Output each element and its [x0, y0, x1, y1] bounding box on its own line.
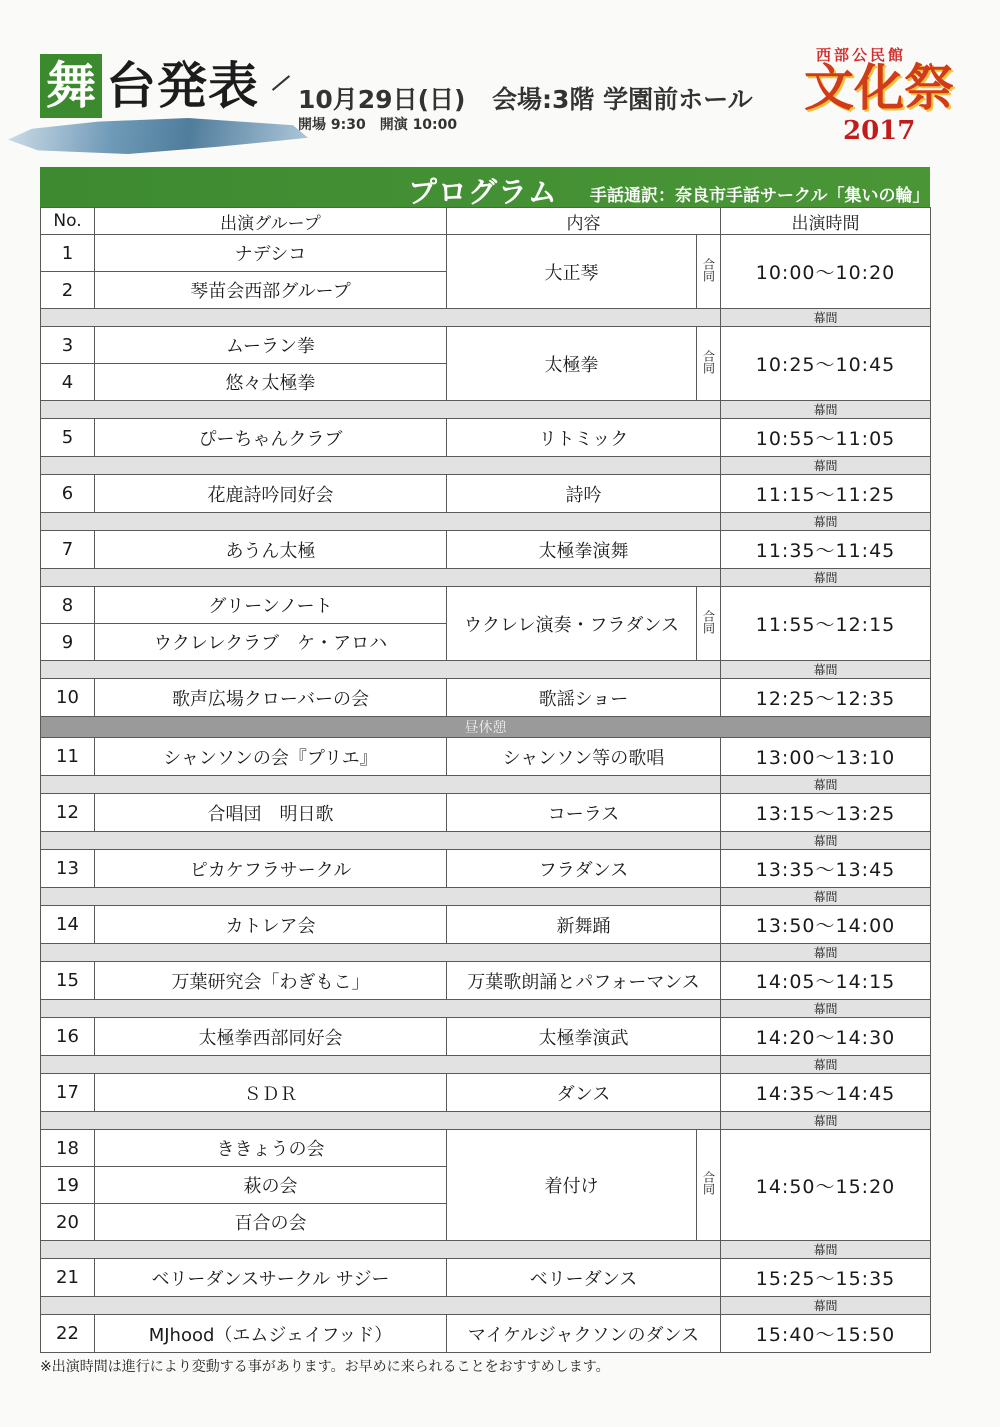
break-row	[41, 309, 931, 327]
row-number: 14	[41, 906, 95, 944]
row-number: 5	[41, 419, 95, 457]
row-number: 15	[41, 962, 95, 1000]
program-title: プログラム	[408, 175, 558, 209]
row-number: 22	[41, 1315, 95, 1353]
break-label: 幕間	[721, 1112, 931, 1130]
table-row	[41, 1018, 931, 1056]
row-group: 歌声広場クローバーの会	[95, 679, 447, 717]
row-group: カトレア会	[95, 906, 447, 944]
break-row	[41, 1112, 931, 1130]
col-header-content: 内容	[447, 208, 721, 235]
break-row	[41, 401, 931, 419]
table-row	[41, 235, 931, 272]
row-time: 13:00～13:10	[721, 738, 931, 776]
program-table	[40, 207, 931, 1353]
row-content: コーラス	[447, 794, 721, 832]
joint-mark	[697, 327, 721, 401]
row-group: 合唱団 明日歌	[95, 794, 447, 832]
table-row	[41, 1130, 931, 1167]
brush-stroke-decoration	[8, 118, 308, 154]
row-number: 4	[41, 364, 95, 401]
row-content: 太極拳	[447, 327, 697, 401]
row-number: 2	[41, 272, 95, 309]
row-number: 18	[41, 1130, 95, 1167]
brand-logo: 文化祭	[804, 59, 954, 117]
row-group: ききょうの会	[95, 1130, 447, 1167]
row-number: 1	[41, 235, 95, 272]
row-group: シャンソンの会『プリエ』	[95, 738, 447, 776]
row-number: 11	[41, 738, 95, 776]
break-row	[41, 661, 931, 679]
row-content: ベリーダンス	[447, 1259, 721, 1297]
program-section	[40, 167, 930, 1353]
break-row	[41, 1056, 931, 1074]
break-row	[41, 569, 931, 587]
row-group: ピカケフラサークル	[95, 850, 447, 888]
break-label: 幕間	[721, 661, 931, 679]
break-label: 幕間	[721, 1241, 931, 1259]
row-number: 6	[41, 475, 95, 513]
row-time: 14:20～14:30	[721, 1018, 931, 1056]
row-content: シャンソン等の歌唱	[447, 738, 721, 776]
row-number: 3	[41, 327, 95, 364]
row-time: 11:35～11:45	[721, 531, 931, 569]
page-header	[0, 0, 1000, 165]
row-time: 14:50～15:20	[721, 1130, 931, 1241]
break-label: 幕間	[721, 1056, 931, 1074]
row-time: 12:25～12:35	[721, 679, 931, 717]
joint-mark	[697, 235, 721, 309]
break-label: 幕間	[721, 309, 931, 327]
row-content: 太極拳演舞	[447, 531, 721, 569]
interpreter-note: 手話通訳：奈良市手話サークル「集いの輪」	[590, 186, 930, 206]
break-label: 幕間	[721, 513, 931, 531]
break-row	[41, 1241, 931, 1259]
row-group: 琴苗会西部グループ	[95, 272, 447, 309]
row-time: 11:55～12:15	[721, 587, 931, 661]
row-time: 14:05～14:15	[721, 962, 931, 1000]
row-group: 太極拳西部同好会	[95, 1018, 447, 1056]
row-time: 10:25～10:45	[721, 327, 931, 401]
row-number: 20	[41, 1204, 95, 1241]
row-content: リトミック	[447, 419, 721, 457]
joint-label: 合同	[701, 349, 716, 374]
break-row	[41, 1000, 931, 1018]
row-time: 13:15～13:25	[721, 794, 931, 832]
row-time: 10:55～11:05	[721, 419, 931, 457]
break-label: 幕間	[721, 832, 931, 850]
row-group: ベリーダンスサークル サジー	[95, 1259, 447, 1297]
table-row	[41, 850, 931, 888]
row-number: 19	[41, 1167, 95, 1204]
event-date: 10月29日(日)	[298, 85, 466, 114]
row-content: 歌謡ショー	[447, 679, 721, 717]
row-number: 17	[41, 1074, 95, 1112]
joint-mark	[697, 1130, 721, 1241]
row-content: 新舞踊	[447, 906, 721, 944]
row-content: 着付け	[447, 1130, 697, 1241]
row-content: ダンス	[447, 1074, 721, 1112]
row-group: グリーンノート	[95, 587, 447, 624]
row-time: 13:50～14:00	[721, 906, 931, 944]
row-content: ウクレレ演奏・フラダンス	[447, 587, 697, 661]
slash-divider	[272, 75, 290, 91]
joint-label: 合同	[701, 609, 716, 634]
lunch-break-row	[41, 717, 931, 738]
break-row	[41, 776, 931, 794]
break-label: 幕間	[721, 776, 931, 794]
break-row	[41, 888, 931, 906]
row-time: 15:40～15:50	[721, 1315, 931, 1353]
break-label: 幕間	[721, 457, 931, 475]
row-time: 10:00～10:20	[721, 235, 931, 309]
row-number: 7	[41, 531, 95, 569]
table-row	[41, 1315, 931, 1353]
table-row	[41, 1074, 931, 1112]
row-number: 10	[41, 679, 95, 717]
row-number: 8	[41, 587, 95, 624]
program-header	[40, 167, 930, 207]
table-header-row	[41, 208, 931, 235]
col-header-group: 出演グループ	[95, 208, 447, 235]
row-content: 詩吟	[447, 475, 721, 513]
brand-subtitle: 西部公民館	[816, 46, 907, 64]
break-row	[41, 513, 931, 531]
break-row	[41, 832, 931, 850]
row-time: 15:25～15:35	[721, 1259, 931, 1297]
row-group: MJhood（エムジェイフッド）	[95, 1315, 447, 1353]
row-group: ナデシコ	[95, 235, 447, 272]
title-first-char: 舞	[40, 54, 102, 118]
row-time: 13:35～13:45	[721, 850, 931, 888]
row-time: 11:15～11:25	[721, 475, 931, 513]
row-number: 12	[41, 794, 95, 832]
table-row	[41, 738, 931, 776]
row-content: 万葉歌朗誦とパフォーマンス	[447, 962, 721, 1000]
break-label: 幕間	[721, 1297, 931, 1315]
row-group: ムーラン拳	[95, 327, 447, 364]
table-row	[41, 475, 931, 513]
break-row	[41, 944, 931, 962]
row-content: フラダンス	[447, 850, 721, 888]
row-group: 萩の会	[95, 1167, 447, 1204]
row-group: あうん太極	[95, 531, 447, 569]
event-venue: 会場:3階 学園前ホール	[492, 85, 753, 114]
footnote: ※出演時間は進行により変動する事があります。お早めに来られることをおすすめします。	[40, 1359, 610, 1375]
break-label: 幕間	[721, 401, 931, 419]
joint-label: 合同	[701, 257, 716, 282]
row-group: ぴーちゃんクラブ	[95, 419, 447, 457]
row-number: 13	[41, 850, 95, 888]
row-group: ウクレレクラブ ケ・アロハ	[95, 624, 447, 661]
row-group: 花鹿詩吟同好会	[95, 475, 447, 513]
break-label: 幕間	[721, 944, 931, 962]
break-row	[41, 1297, 931, 1315]
event-times: 開場 9:30 開演 10:00	[298, 117, 458, 133]
col-header-time: 出演時間	[721, 208, 931, 235]
brand-year: 2017	[843, 116, 916, 146]
break-label: 幕間	[721, 888, 931, 906]
row-content: 太極拳演武	[447, 1018, 721, 1056]
table-row	[41, 1259, 931, 1297]
row-group: 百合の会	[95, 1204, 447, 1241]
row-number: 9	[41, 624, 95, 661]
joint-label: 合同	[701, 1171, 716, 1195]
table-row	[41, 794, 931, 832]
page-title: 台発表	[106, 57, 259, 115]
break-label: 幕間	[721, 569, 931, 587]
row-time: 14:35～14:45	[721, 1074, 931, 1112]
row-number: 16	[41, 1018, 95, 1056]
table-row	[41, 679, 931, 717]
row-group: ＳＤＲ	[95, 1074, 447, 1112]
table-row	[41, 962, 931, 1000]
table-row	[41, 906, 931, 944]
row-content: 大正琴	[447, 235, 697, 309]
row-group: 悠々太極拳	[95, 364, 447, 401]
table-row	[41, 531, 931, 569]
row-content: マイケルジャクソンのダンス	[447, 1315, 721, 1353]
col-header-no: No.	[41, 208, 95, 235]
table-row	[41, 587, 931, 624]
break-label: 幕間	[721, 1000, 931, 1018]
row-number: 21	[41, 1259, 95, 1297]
table-row	[41, 419, 931, 457]
break-row	[41, 457, 931, 475]
table-row	[41, 327, 931, 364]
row-group: 万葉研究会「わぎもこ」	[95, 962, 447, 1000]
joint-mark	[697, 587, 721, 661]
lunch-break-label: 昼休憩	[41, 717, 931, 738]
